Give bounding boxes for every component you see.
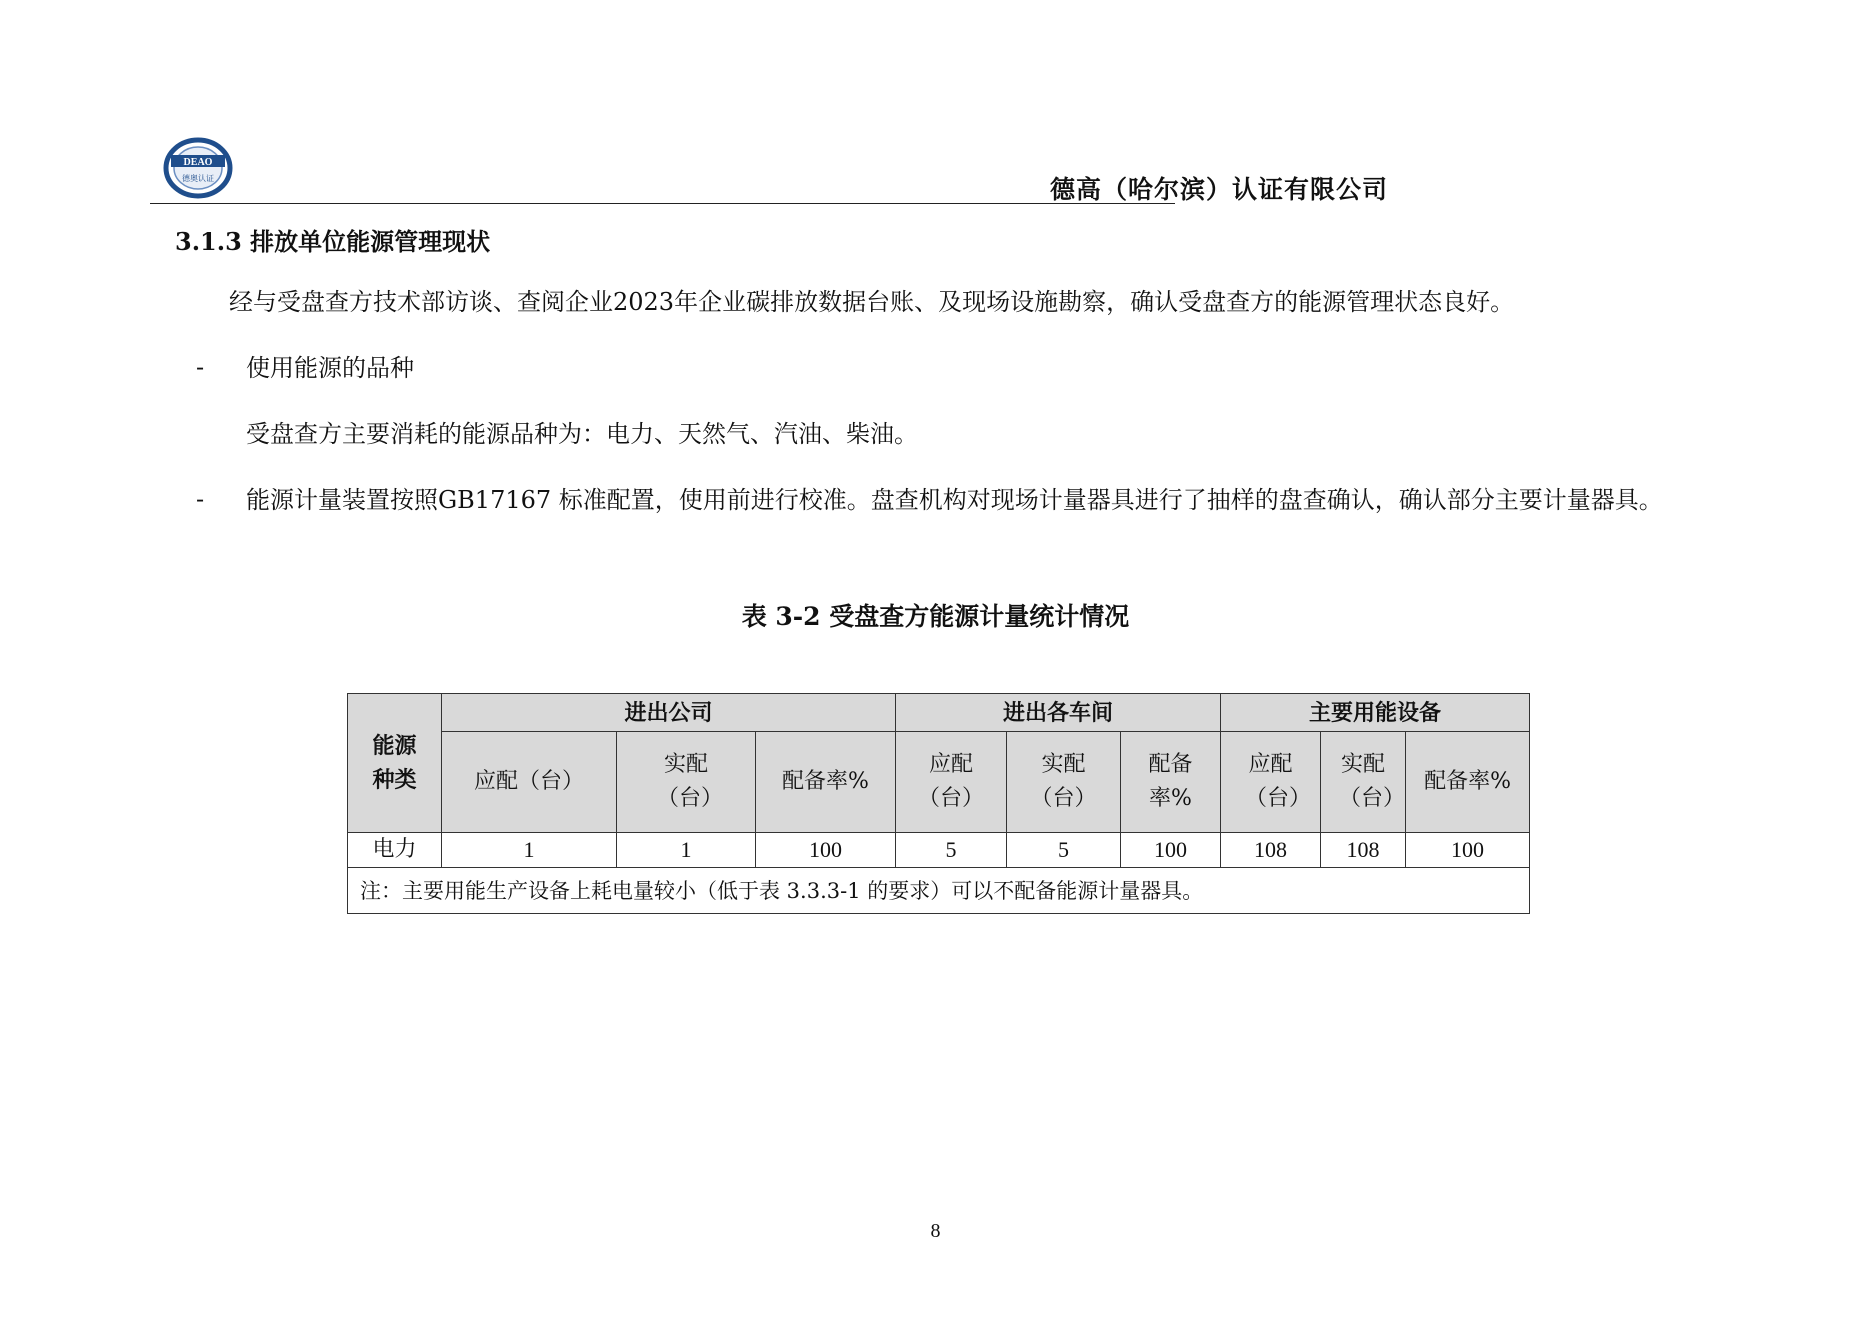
- energy-kind-header: 能源种类: [348, 694, 442, 833]
- table-cell: 100: [1406, 833, 1530, 868]
- page-number: 8: [930, 1220, 941, 1242]
- energy-types-paragraph: 受盘查方主要消耗的能源品种为：电力、天然气、汽油、柴油。: [246, 420, 918, 448]
- sub-header: 应配（台）: [896, 732, 1007, 833]
- company-name: 德高（哈尔滨）认证有限公司: [1050, 175, 1389, 204]
- logo-text: DEAO: [183, 157, 213, 168]
- sub-header: 应配（台）: [442, 732, 617, 833]
- section-heading: 3.1.3 排放单位能源管理现状: [175, 227, 491, 256]
- intro-paragraph: 经与受盘查方技术部访谈、查阅企业2023年企业碳排放数据台账、及现场设施勘察，确认受盘查方的能源管理状态良好。: [229, 288, 1515, 316]
- company-logo-icon: [163, 137, 233, 199]
- table-caption: 表 3-2 受盘查方能源计量统计情况: [741, 602, 1130, 631]
- table-note: 注：主要用能生产设备上耗电量较小（低于表 3.3.3-1 的要求）可以不配备能源计量器具。: [348, 868, 1530, 914]
- table-cell: 1: [442, 833, 617, 868]
- table-cell: 100: [756, 833, 896, 868]
- energy-metering-table: [347, 693, 1530, 914]
- table-cell: 1: [617, 833, 756, 868]
- header-divider: [150, 203, 1175, 204]
- bullet-energy-types-title: 使用能源的品种: [246, 354, 414, 382]
- energy-kind-cell: 电力: [348, 833, 442, 868]
- sub-header: 配备率%: [1121, 732, 1221, 833]
- table-cell: 100: [1121, 833, 1221, 868]
- bullet-marker: -: [196, 353, 205, 381]
- bullet-metering-paragraph: 能源计量装置按照GB17167 标准配置，使用前进行校准。盘查机构对现场计量器具进行了抽样的盘查确认，确认部分主要计量器具。: [246, 486, 1663, 514]
- sub-header: 实配（台）: [617, 732, 756, 833]
- sub-header: 应配（台）: [1221, 732, 1321, 833]
- table-cell: 108: [1221, 833, 1321, 868]
- sub-header: 实配（台）: [1321, 732, 1406, 833]
- table-cell: 108: [1321, 833, 1406, 868]
- table-cell: 5: [896, 833, 1007, 868]
- bullet-marker: -: [196, 485, 205, 513]
- table-row: [348, 833, 1530, 868]
- sub-header: 配备率%: [1406, 732, 1530, 833]
- sub-header: 配备率%: [756, 732, 896, 833]
- table-cell: 5: [1007, 833, 1121, 868]
- group-header-workshop: 进出各车间: [896, 694, 1221, 732]
- sub-header: 实配（台）: [1007, 732, 1121, 833]
- group-header-equipment: 主要用能设备: [1221, 694, 1530, 732]
- logo-subtext: 德奥认证: [182, 174, 214, 183]
- group-header-company: 进出公司: [442, 694, 896, 732]
